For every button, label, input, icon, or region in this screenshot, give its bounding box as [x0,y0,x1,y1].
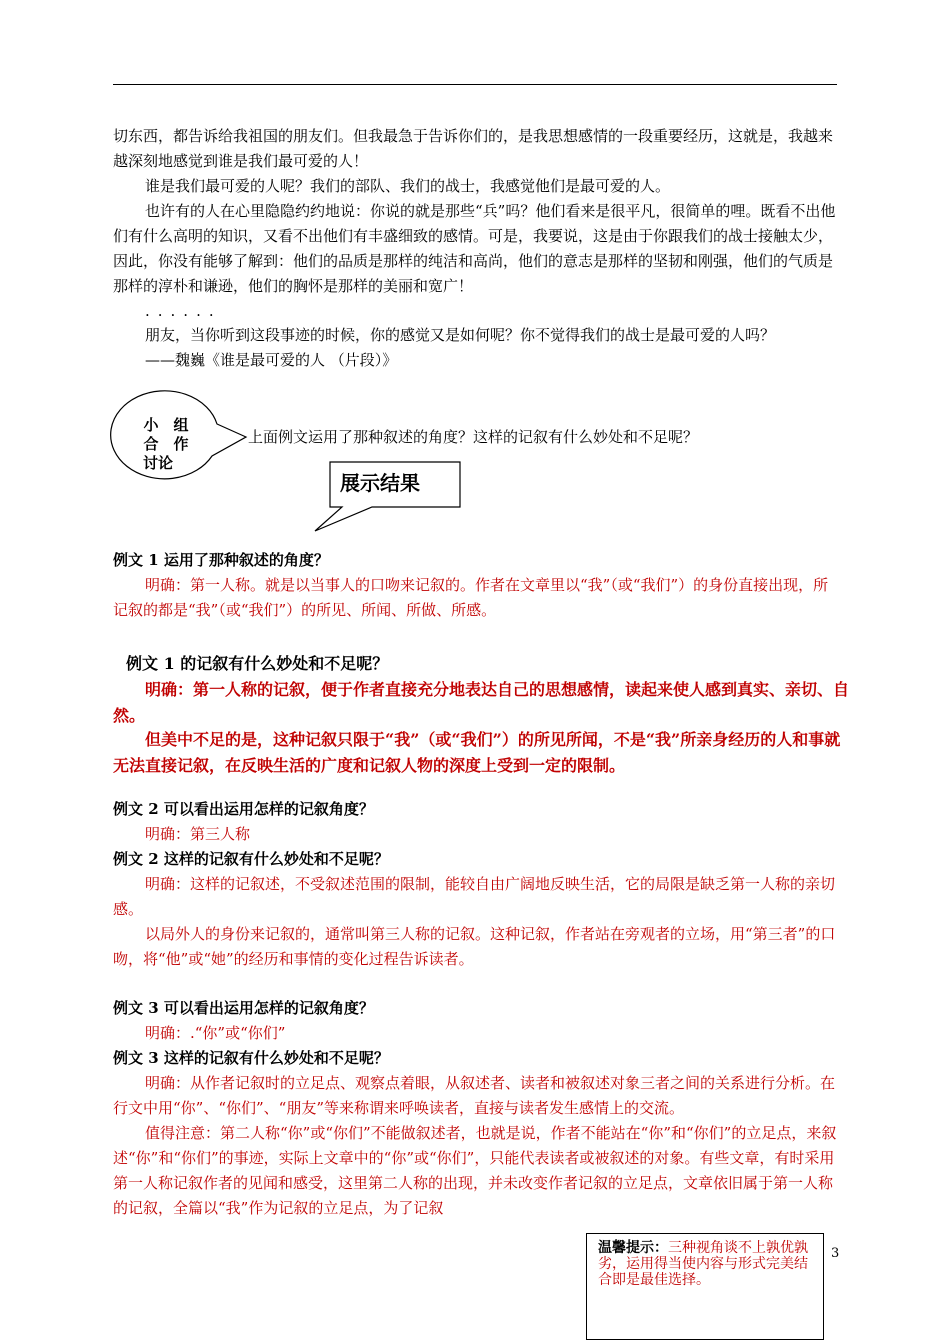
paragraph-3: 也许有的人在心里隐隐约约地说：你说的就是那些“兵”吗？他们看来是很平凡，很简单的哩。既看不出他们有什么高明的知识，又看不出他们有丰盛细致的感情。可是，我要说，这是由于你跟我们的战士接触太少，因此，你没有能够了解到：他们的品质是那样的纯洁和高尚，他们的意志是那样的坚韧和刚强，他们的气质是那样的淳朴和谦逊，他们的胸怀是那样的美丽和宽广！ [113,202,836,295]
source-citation: ——魏巍《谁是最可爱的人 （片段）》 [145,351,398,369]
tip-content [598,1240,810,1288]
ex2-answer: 明确：第三人称 [145,825,251,843]
bubble-label-3: 讨论 [142,454,173,472]
ex2-question: 例文 2 可以看出运用怎样的记叙角度？ [113,800,374,818]
paragraph-2: 谁是我们最可爱的人呢？我们的部队、我们的战士，我感觉他们是最可爱的人。 [145,177,671,195]
paragraph-4: 朋友，当你听到这段事迹的时候，你的感觉又是如何呢？你不觉得我们的战士是最可爱的人吗？ [145,326,776,344]
result-label: 展示结果 [340,471,420,495]
ex3-answer-3: 值得注意：第二人称“你”或“你们”不能做叙述者，也就是说，作者不能站在“你”和“你们”的立足点，来叙述“你”和“你们”的事迹，实际上文章中的“你”或“你们”，只能代表读者或被叙述的对象。有些文章，有时采用第一人称记叙作者的见闻和感受，这里第二人称的出现，并未改变作者记叙的立足点，文章依旧属于第一人称的记叙，全篇以“我”作为记叙的立足点，为了记叙 [113,1124,837,1217]
ex3-question: 例文 3 可以看出运用怎样的记叙角度？ [113,999,374,1017]
ex3-answer-2: 明确：从作者记叙时的立足点、观察点着眼，从叙述者、读者和被叙述对象三者之间的关系进行分析。在行文中用“你”、“你们”、“朋友”等来称谓来呼唤读者，直接与读者发生感情上的交流。 [113,1074,836,1117]
ex3-answer: 明确：.“你”或“你们” [145,1024,286,1042]
ex2-question-2: 例文 2 这样的记叙有什么妙处和不足呢？ [113,850,389,868]
ex2-answer-2: 明确：这样的记叙述，不受叙述范围的限制，能较自由广阔地反映生活，它的局限是缺乏第一人称的亲切感。 [113,875,836,918]
ex1-answer-2: 明确：第一人称的记叙，便于作者直接充分地表达自己的思想感情，读起来使人感到真实、亲切、自然。 [113,680,850,725]
ex1-answer: 明确：第一人称。就是以当事人的口吻来记叙的。作者在文章里以“我”（或“我们”）的身份直接出现，所记叙的都是“我”（或“我们”）的所见、所闻、所做、所感。 [113,576,829,619]
ex3-question-2: 例文 3 这样的记叙有什么妙处和不足呢？ [113,1049,389,1067]
tip-label: 温馨提示： [598,1240,668,1256]
ex1-question: 例文 1 运用了那种叙述的角度？ [113,551,329,569]
bubble-label-2: 合 作 [143,435,189,453]
ex1-question-2: 例文 1 的记叙有什么妙处和不足呢？ [126,654,389,673]
discussion-bubble [0,0,950,560]
paragraph-1: 切东西，都告诉给我祖国的朋友们。但我最急于告诉你们的，是我思想感情的一段重要经历，这就是，我越来越深刻地感觉到谁是我们最可爱的人！ [113,127,834,170]
bubble-label-1: 小 组 [143,416,189,434]
ex2-answer-3: 以局外人的身份来记叙的，通常叫第三人称的记叙。这种记叙，作者站在旁观者的立场，用“第三者”的口吻，将“他”或“她”的经历和事情的变化过程告诉读者。 [113,925,836,968]
ellipsis-dots: ...... [145,302,222,320]
discussion-question: 上面例文运用了那种叙述的角度？这样的记叙有什么妙处和不足呢？ [248,428,699,446]
page-number: 3 [831,1246,840,1261]
tip-text: 三种视角谈不上孰优孰劣，运用得当使内容与形式完美结合即是最佳选择。 [598,1240,808,1288]
ex1-answer-3: 但美中不足的是，这种记叙只限于“我”（或“我们”）的所见所闻，不是“我”所亲身经历的人和事就无法直接记叙，在反映生活的广度和记叙人物的深度上受到一定的限制。 [113,730,841,775]
